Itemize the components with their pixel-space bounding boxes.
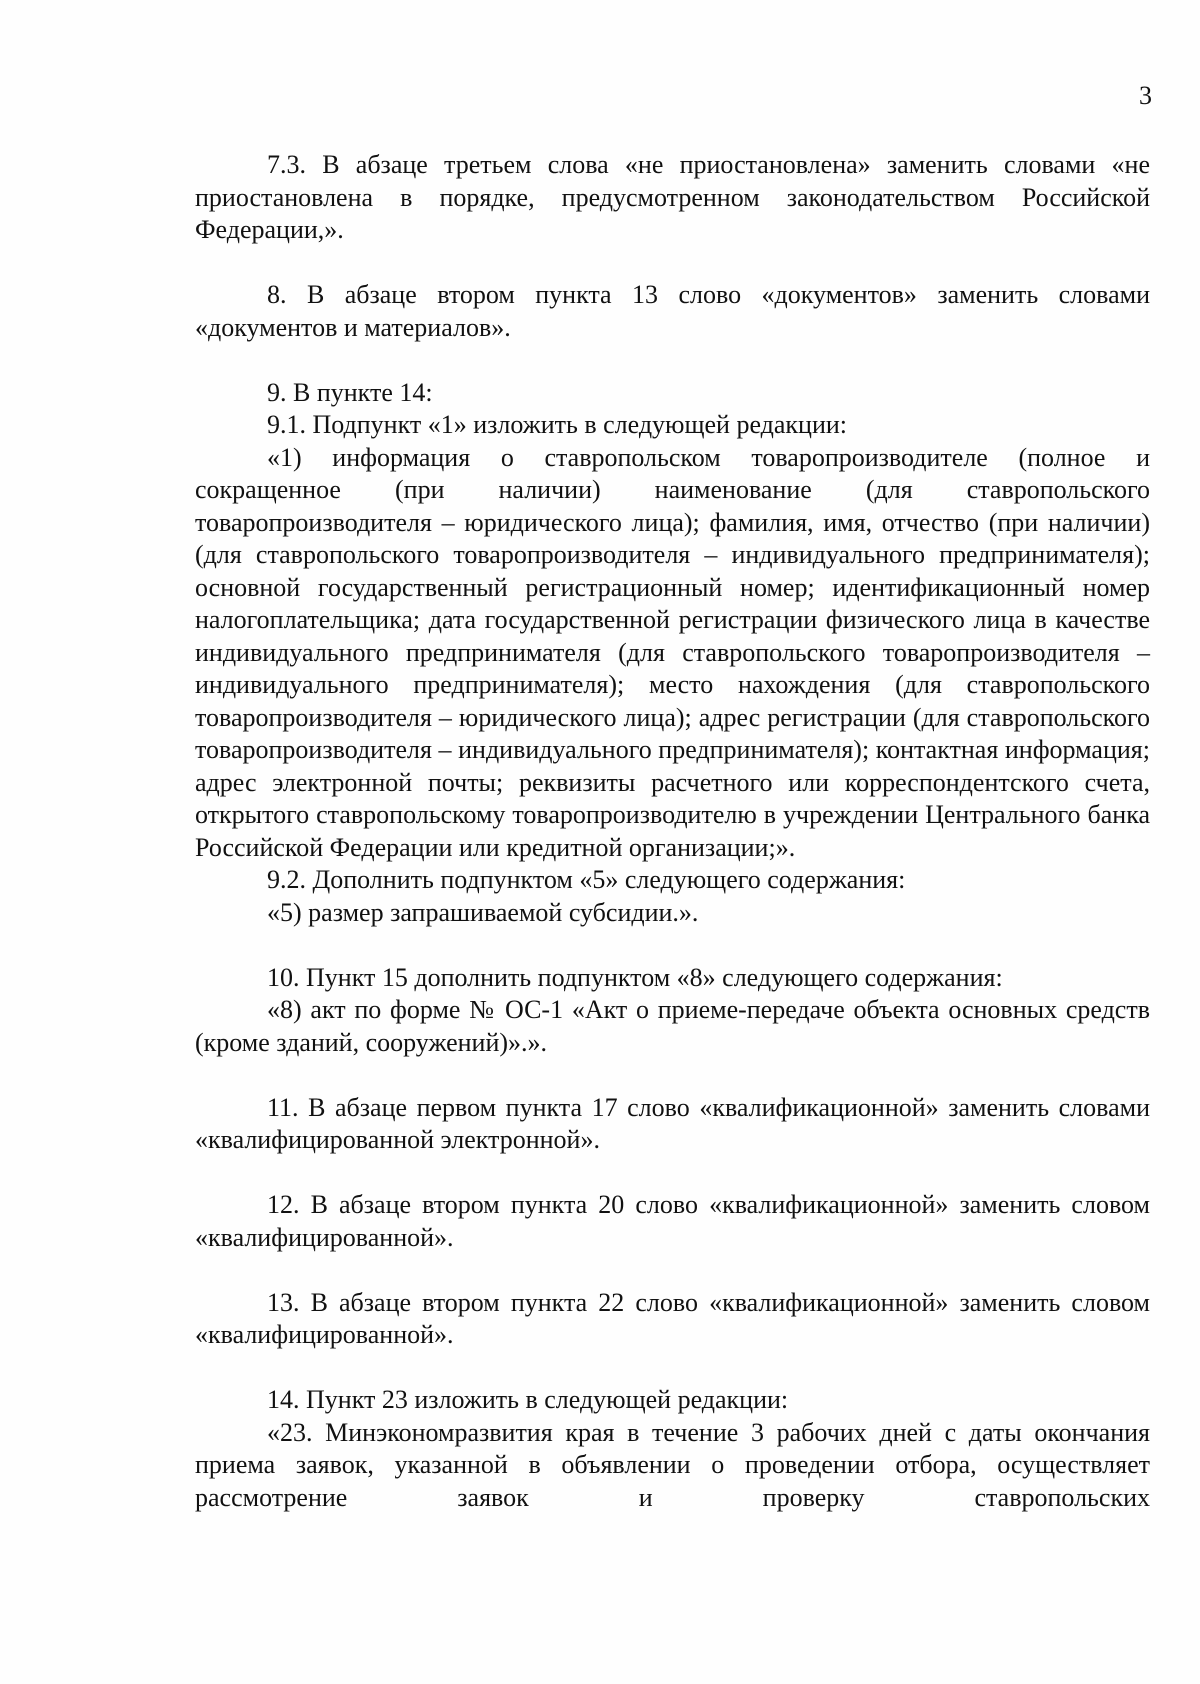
paragraph-12: 12. В абзаце втором пункта 20 слово «квалификационной» заменить словом «квалифицированной». xyxy=(195,1190,1150,1252)
paragraph-14: 14. Пункт 23 изложить в следующей редакции: xyxy=(267,1385,789,1414)
paragraph-14-text: «23. Минэкономразвития края в течение 3 рабочих дней с даты окончания приема заявок, указанной в объявлении о проведении отбора, осуществляет рассмотрение заявок и проверку ставропольских xyxy=(195,1417,1150,1512)
paragraph-8: 8. В абзаце втором пункта 13 слово «документов» заменить словами «документов и материалов». xyxy=(195,280,1150,342)
paragraph-11: 11. В абзаце первом пункта 17 слово «квалификационной» заменить словами «квалифицированной электронной». xyxy=(195,1092,1150,1154)
paragraph-9-2-text: «5) размер запрашиваемой субсидии.». xyxy=(267,897,699,927)
paragraph-9: 9. В пункте 14: xyxy=(267,377,433,407)
paragraph-9-1-text: «1) информация о ставропольском товаропроизводителе (полное и сокращенное (при наличии) наименование (для ставропольского товаропроизводителя – юридического лица); фамилия, имя, отчество (при наличии) (для ставропольского товаропроизводителя – индивидуального предпринимателя); основной государственный регистрационный номер; идентификационный номер налогоплательщика; дата государственной регистрации физического лица в качестве индивидуального предпринимателя (для ставропольского товаропроизводителя – индивидуального предпринимателя); место нахождения (для ставропольского товаропроизводителя – юридического лица); адрес регистрации (для ставропольского товаропроизводителя – индивидуального предпринимателя); контактная информация; адрес электронной почты; реквизиты расчетного или корреспондентского счета, открытого ставропольскому товаропроизводителю в учреждении Центрального банка Российской Федерации или кредитной организации;». xyxy=(195,442,1150,862)
document-body xyxy=(195,149,1150,1514)
paragraph-10: 10. Пункт 15 дополнить подпунктом «8» следующего содержания: xyxy=(267,962,1003,992)
page-number: 3 xyxy=(1139,81,1152,110)
paragraph-9-1: 9.1. Подпункт «1» изложить в следующей редакции: xyxy=(267,410,848,439)
paragraph-13: 13. В абзаце втором пункта 22 слово «квалификационной» заменить словом «квалифицированной». xyxy=(195,1287,1150,1349)
paragraph-7-3: 7.3. В абзаце третьем слова «не приостановлена» заменить словами «не приостановлена в порядке, предусмотренном законодательством Российской Федерации,». xyxy=(195,150,1150,244)
paragraph-10-text: «8) акт по форме № ОС-1 «Акт о приеме-передаче объекта основных средств (кроме зданий, сооружений)».». xyxy=(195,995,1150,1057)
paragraph-9-2: 9.2. Дополнить подпунктом «5» следующего содержания: xyxy=(267,865,906,894)
